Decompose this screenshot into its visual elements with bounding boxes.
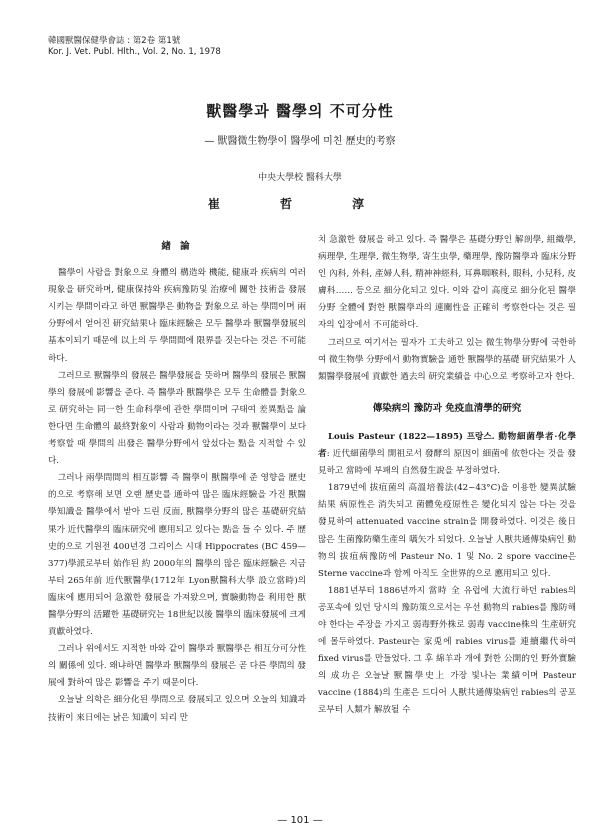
paragraph: 醫學이 사람을 對象으로 身體의 構造와 機能, 健康과 疾病의 여러 現象을 研究하며, 健康保持와 疾病豫防및 治療에 關한 技術을 發展시키는 學問이라고 하면 獸醫學은 動物을 對象으로 하는 學問이며 兩分野에서 얻어진 研究結果나 臨床經驗은 모두 醫學과 獸醫學發展의 基本이되기 때문에 以上의 두 學問間에 限界를 짓는다는 것은 不可能하다.: [48, 268, 306, 364]
right-column: [318, 232, 576, 720]
paper-subtitle: — 獸醫微生物學이 醫學에 미친 歷史的考察: [204, 136, 396, 147]
paragraph: 그러나 위에서도 지적한 바와 같이 醫學과 獸醫學은 相互分可分性의 關係에 있다. 왜냐하면 醫學과 獸醫學의 發展은 곧 다른 學問의 發展에 對하여 많은 影響을 주기 때문이다.: [48, 644, 306, 689]
paragraph: 그러므로 여기서는 필자가 工夫하고 있는 微生物學分野에 국한하여 微生物學 分野에서 動物實驗을 通한 獸醫學的基礎 研究結果가 人類醫學發展에 貢獻한 過去의 研究業績을 中心으로 考察하고자 한다.: [318, 337, 576, 382]
author-affiliation: 中央大學校 醫科大學: [258, 173, 342, 183]
left-column: [48, 232, 306, 727]
paragraph-text: : 近代細菌學의 開祖로서 發酵의 原因이 細菌에 依한다는 것을 發見하고 當時에 부패의 自然發生說을 부정하였다.: [318, 449, 576, 477]
paragraph: 그러나 兩學問間의 相互影響 즉 醫學이 獸醫學에 준 영향을 歷史的으로 考察해 보면 오랜 歷史를 通하여 많은 臨床經驗을 가진 獸醫學知識을 醫學에서 받아 드린 反面, 獸醫學分野의 많은 基礎研究結果가 近代醫學의 臨床研究에 應用되고 있다는 點을 들 수 있다. 주 歷史的으로 기원전 400년경 그리이스 시대 Hippocrates (BC 459—377)學派로부터 始作된 約 2000年의 醫學의 많은 臨床經驗은 지금부터 265年前 近代獸醫學(1712年 Lyon獸醫科大學 設立當時)의 臨床에 應用되어 急激한 發展을 가져왔으며, 實驗動物을 利用한 獸醫學分野의 活躍한 基礎研究는 18世紀以後 醫學의 臨床發展에 크게 貢獻하였다.: [48, 473, 306, 638]
journal-title-korean: 韓國獸醫保健學會誌 : 第2卷 第1號: [48, 36, 181, 46]
paragraph: 1881년부터 1886년까지 當時 全 유럽에 大流行하던 rabies의 공포속에 있던 당시의 豫防策으로서는 우선 動物의 rabies를 豫防해야 한다는 주장을 가지고 弱毒野外株로 弱毒 vaccine株의 生產研究에 몰두하였다. Pasteur는 家兎에 rabies virus를 連續繼代하여 fixed virus를 만들었다. 그 후 綿羊과 개에 對한 公開的인 野外實驗의 成功은 오늘날 獸醫學史上 가장 빛나는 業績이며 Pasteur vaccine (1884)의 生產은 드디어 人獸共通傳染病인 rabies의 공포로부터 人類가 解放될 수: [318, 585, 576, 716]
section-heading-introduction: 緖 論: [161, 241, 193, 252]
author-name: 崔 哲 淳: [207, 197, 393, 211]
section-heading-infectious-disease: 傳染病의 豫防과 免疫血清學的研究: [372, 402, 522, 414]
paragraph: 오늘날 의학은 細分化된 學問으로 發展되고 있으며 오늘의 知識과 技術이 來日에는 낡은 知識이 되리 만: [48, 695, 306, 723]
page-number: — 101 —: [277, 815, 323, 826]
paper-title: 獸醫學과 醫學의 不可分性: [206, 102, 394, 120]
journal-citation: Kor. J. Vet. Publ. Hlth., Vol. 2, No. 1, 1978: [48, 47, 221, 57]
paragraph: 그러므로 獸醫學의 發展은 醫學發展을 뜻하며 醫學의 發展은 獸醫學의 發展에 影響을 준다. 즉 醫學과 獸醫學은 모두 生命體를 對象으로 研究하는 同一한 生命科學에 관한 學問이며 구태여 差異點을 論한다면 生命體의 最終對象이 사람과 動物이라는 것과 獸醫學이 보다 考察할 때 學問의 出發은 醫學分野에서 앞섰다는 點을 지적할 수 있다.: [48, 370, 306, 467]
paragraph: 1879년에 拔疽菌의 高溫培養法(42~43°C)을 이용한 變異試驗結果 病原性은 消失되고 菌體免疫原性은 變化되지 않는 다는 것을 發見하여 attenuated vaccine strain을 開發하였다. 이것은 後日 많은 生菌豫防藥生產의 嚆矢가 되었다. 오늘날 人獸共通傳染病인 動物의 拔疽病豫防에 Pasteur No. 1 및 No. 2 spore vaccine은 Sterne vaccine과 함께 아직도 全世界的으로 應用되고 있다.: [318, 483, 576, 579]
paragraph: 치 急激한 發展을 하고 있다. 즉 醫學은 基礎分野인 解剖學, 組織學, 病理學, 生理學, 微生物學, 寄生虫學, 藥理學, 豫防醫學과 臨床分野인 內科, 外科, 產婦人科, 精神神經科, 耳鼻咽喉科, 眼科, 小兒科, 皮膚科…… 등으로 細分化되고 있다. 이와 같이 高度로 細分化된 醫學分野 全體에 對한 獸醫學과의 連關性을 正確히 考察한다는 것은 필자의 입장에서 不可能하다.: [318, 235, 576, 331]
person-name-pasteur: Louis Pasteur (1822—1895) 프랑스. 動物細菌學者·化學者: [318, 431, 576, 460]
journal-header: [48, 36, 221, 58]
paragraph: [318, 429, 576, 480]
